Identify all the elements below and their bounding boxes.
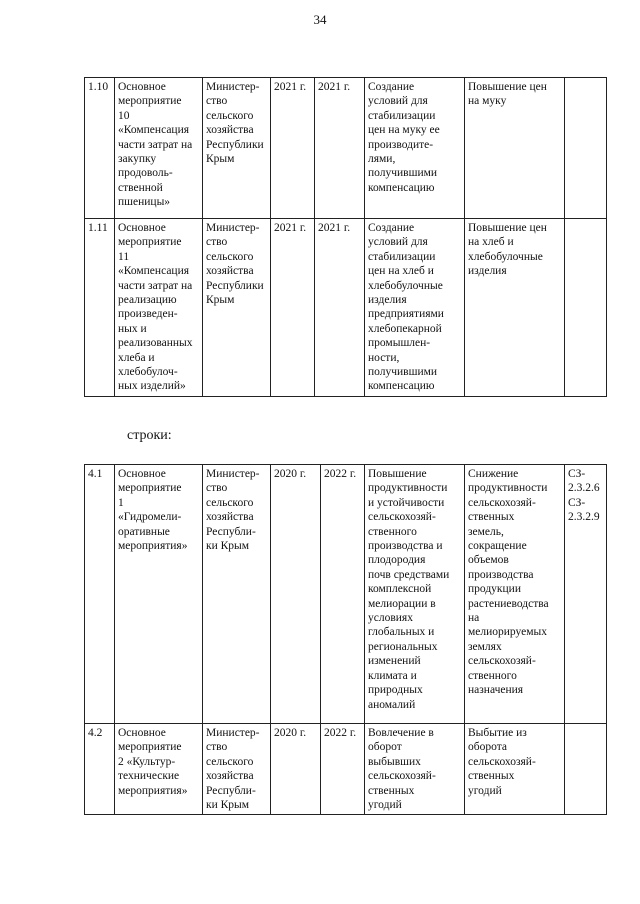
end-year-cell: 2022 г. xyxy=(321,465,365,724)
cell-text-line: части затрат на xyxy=(118,138,193,151)
cell-text-line: хлебобулочные xyxy=(468,250,543,263)
cell-text-line: ство xyxy=(206,95,228,108)
cell-text-line: Повышение xyxy=(368,468,427,480)
cell-text-line: комплексной xyxy=(368,583,432,596)
cell-text-line: земель, xyxy=(468,525,504,538)
cell-text-line: ство xyxy=(206,482,228,495)
cell-text-line: изделия xyxy=(468,265,507,278)
cell-text-line: продуктивности xyxy=(368,482,448,495)
cell-text-line: продоволь- xyxy=(118,167,173,180)
cell-text-line: реализованных xyxy=(118,337,193,350)
cell-text-line: мероприятие xyxy=(118,236,182,249)
consequence-cell xyxy=(465,78,565,219)
cell-text-line: ности, xyxy=(368,351,400,364)
cell-text-line: хозяйства xyxy=(206,770,254,783)
cell-text-line: хлебопекарной xyxy=(368,322,442,335)
cell-text-line: назначения xyxy=(468,684,524,697)
table-row xyxy=(85,219,607,397)
cell-text-line: оборота xyxy=(468,741,507,754)
cell-text-line: мелиорации в xyxy=(368,597,436,610)
cell-text-line: компенсацию xyxy=(368,181,435,194)
end-year-cell: 2021 г. xyxy=(315,219,365,397)
row-number-cell: 1.11 xyxy=(85,219,115,397)
cell-text-line: ственных xyxy=(368,784,415,797)
cell-text-line: «Гидромели- xyxy=(118,511,182,524)
consequence-cell xyxy=(465,219,565,397)
cell-text-line: мероприятие xyxy=(118,482,182,495)
indicator-code-cell xyxy=(565,724,607,815)
cell-text-line: мероприятие xyxy=(118,741,182,754)
cell-text-line: Основное xyxy=(118,222,166,234)
cell-text-line: сокращение xyxy=(468,540,527,553)
indicator-code-cell xyxy=(565,219,607,397)
cell-text-line: условий для xyxy=(368,95,428,108)
cell-text-line: аномалий xyxy=(368,698,416,711)
cell-text-line: ных и xyxy=(118,322,147,335)
cell-text-line: хлебобулоч- xyxy=(118,366,178,379)
measure-name-cell xyxy=(115,724,203,815)
cell-text-line: изделия xyxy=(368,294,407,307)
cell-text-line: мероприятия» xyxy=(118,540,188,553)
start-year-cell: 2021 г. xyxy=(271,219,315,397)
cell-text-line: «Компенсация xyxy=(118,124,190,137)
page-number: 34 xyxy=(313,12,327,27)
cell-text-line: компенсацию xyxy=(368,380,435,393)
cell-text-line: Крым xyxy=(206,294,235,307)
cell-text-line: оборот xyxy=(368,741,402,754)
cell-text-line: ных изделий» xyxy=(118,380,186,393)
table-row xyxy=(85,724,607,815)
cell-text-line: региональных xyxy=(368,640,438,653)
cell-text-line: стабилизации xyxy=(368,250,436,263)
cell-text-line: Республи- xyxy=(206,525,256,538)
cell-text-line: ственных xyxy=(468,511,515,524)
cell-text-line: стабилизации xyxy=(368,109,436,122)
cell-text-line: Крым xyxy=(206,153,235,166)
cell-text-line: Республи- xyxy=(206,784,256,797)
cell-text-line: почв средствами xyxy=(368,568,450,581)
cell-text-line: технические xyxy=(118,770,180,783)
cell-text-line: Повышение цен xyxy=(468,81,547,93)
cell-text-line: природных xyxy=(368,684,423,697)
cell-text-line: Вовлечение в xyxy=(368,727,434,739)
cell-text-line: хозяйства xyxy=(206,511,254,524)
cell-text-line: производите- xyxy=(368,138,434,151)
table-row xyxy=(85,78,607,219)
cell-text-line: угодий xyxy=(368,799,402,812)
cell-text-line: изменений xyxy=(368,655,421,668)
consequence-cell xyxy=(465,724,565,815)
cell-text-line: Основное xyxy=(118,468,166,480)
cell-text-line: сельскохозяй- xyxy=(368,770,436,783)
cell-text-line: глобальных и xyxy=(368,626,435,639)
cell-text-line: сельского xyxy=(206,250,254,263)
start-year-cell: 2021 г. xyxy=(271,78,315,219)
cell-text-line: сельского xyxy=(206,496,254,509)
cell-text-line: сельского xyxy=(206,109,254,122)
cell-text-line: сельскохозяй- xyxy=(368,511,436,524)
cell-text-line: продукции xyxy=(468,583,521,596)
cell-text-line: ки Крым xyxy=(206,799,250,812)
cell-text-line: сельского xyxy=(206,755,254,768)
expected-result-cell xyxy=(365,465,465,724)
cell-text-line: производства xyxy=(468,568,534,581)
cell-text-line: на хлеб и xyxy=(468,236,514,249)
cell-text-line: сельскохозяй- xyxy=(468,655,536,668)
cell-text-line: 10 xyxy=(118,109,130,122)
expected-result-cell xyxy=(365,724,465,815)
cell-text-line: получившими xyxy=(368,366,438,379)
cell-text-line: СЗ- xyxy=(568,496,586,509)
executor-cell xyxy=(203,219,271,397)
row-number-cell: 1.10 xyxy=(85,78,115,219)
cell-text-line: хлеба и xyxy=(118,351,155,364)
cell-text-line: части затрат на xyxy=(118,279,193,292)
executor-cell xyxy=(203,465,271,724)
cell-text-line: сельскохозяй- xyxy=(468,755,536,768)
cell-text-line: СЗ- xyxy=(568,468,586,480)
measure-name-cell xyxy=(115,78,203,219)
start-year-cell: 2020 г. xyxy=(271,724,321,815)
cell-text-line: хозяйства xyxy=(206,265,254,278)
cell-text-line: ственной xyxy=(118,181,163,194)
cell-text-line: предприятиями xyxy=(368,308,444,321)
cell-text-line: цен на хлеб и xyxy=(368,265,434,278)
cell-text-line: ственных xyxy=(468,770,515,783)
cell-text-line: ки Крым xyxy=(206,540,250,553)
cell-text-line: цен на муку ее xyxy=(368,124,440,137)
indicator-code-cell xyxy=(565,78,607,219)
cell-text-line: землях xyxy=(468,640,502,653)
cell-text-line: ственного xyxy=(468,669,517,682)
cell-text-line: на xyxy=(468,612,480,625)
cell-text-line: растениеводства xyxy=(468,597,549,610)
cell-text-line: 1 xyxy=(118,496,124,509)
cell-text-line: лями, xyxy=(368,153,396,166)
indicator-code-cell xyxy=(565,465,607,724)
section-label: строки: xyxy=(127,428,172,443)
cell-text-line: 2.3.2.9 xyxy=(568,511,600,524)
cell-text-line: мероприятие xyxy=(118,95,182,108)
cell-text-line: условиях xyxy=(368,612,413,625)
expected-result-cell xyxy=(365,78,465,219)
cell-text-line: климата и xyxy=(368,669,417,682)
cell-text-line: условий для xyxy=(368,236,428,249)
cell-text-line: мероприятия» xyxy=(118,784,188,797)
cell-text-line: 11 xyxy=(118,250,130,263)
cell-text-line: Республики xyxy=(206,279,264,292)
cell-text-line: Министер- xyxy=(206,468,260,480)
cell-text-line: Создание xyxy=(368,222,415,234)
cell-text-line: оративные xyxy=(118,525,170,538)
cell-text-line: произведен- xyxy=(118,308,178,321)
cell-text-line: сельскохозяй- xyxy=(468,496,536,509)
cell-text-line: Министер- xyxy=(206,727,260,739)
expected-result-cell xyxy=(365,219,465,397)
cell-text-line: Республики xyxy=(206,138,264,151)
start-year-cell: 2020 г. xyxy=(271,465,321,724)
cell-text-line: 2 «Культур- xyxy=(118,755,176,768)
cell-text-line: реализацию xyxy=(118,294,177,307)
row-number-cell: 4.2 xyxy=(85,724,115,815)
cell-text-line: промышлен- xyxy=(368,337,431,350)
executor-cell xyxy=(203,78,271,219)
cell-text-line: ственного xyxy=(368,525,417,538)
cell-text-line: Министер- xyxy=(206,81,260,93)
measures-table-bottom xyxy=(84,464,607,815)
cell-text-line: ство xyxy=(206,741,228,754)
consequence-cell xyxy=(465,465,565,724)
cell-text-line: Создание xyxy=(368,81,415,93)
cell-text-line: на муку xyxy=(468,95,507,108)
executor-cell xyxy=(203,724,271,815)
cell-text-line: Выбытие из xyxy=(468,727,527,739)
cell-text-line: производства и xyxy=(368,540,443,553)
cell-text-line: хозяйства xyxy=(206,124,254,137)
end-year-cell: 2022 г. xyxy=(321,724,365,815)
row-number-cell: 4.1 xyxy=(85,465,115,724)
cell-text-line: объемов xyxy=(468,554,509,567)
cell-text-line: «Компенсация xyxy=(118,265,190,278)
cell-text-line: хлебобулочные xyxy=(368,279,443,292)
end-year-cell: 2021 г. xyxy=(315,78,365,219)
cell-text-line: ство xyxy=(206,236,228,249)
cell-text-line: закупку xyxy=(118,153,157,166)
cell-text-line: продуктивности xyxy=(468,482,548,495)
cell-text-line: 2.3.2.6 xyxy=(568,482,600,495)
cell-text-line: Повышение цен xyxy=(468,222,547,234)
cell-text-line: Основное xyxy=(118,727,166,739)
cell-text-line: мелиорируемых xyxy=(468,626,547,639)
cell-text-line: угодий xyxy=(468,784,502,797)
cell-text-line: Министер- xyxy=(206,222,260,234)
cell-text-line: получившими xyxy=(368,167,438,180)
measure-name-cell xyxy=(115,465,203,724)
table-row xyxy=(85,465,607,724)
cell-text-line: выбывших xyxy=(368,755,421,768)
cell-text-line: плодородия xyxy=(368,554,426,567)
measure-name-cell xyxy=(115,219,203,397)
cell-text-line: Основное xyxy=(118,81,166,93)
cell-text-line: Снижение xyxy=(468,468,519,480)
cell-text-line: пшеницы» xyxy=(118,196,171,209)
cell-text-line: и устойчивости xyxy=(368,496,445,509)
measures-table-top xyxy=(84,77,607,397)
